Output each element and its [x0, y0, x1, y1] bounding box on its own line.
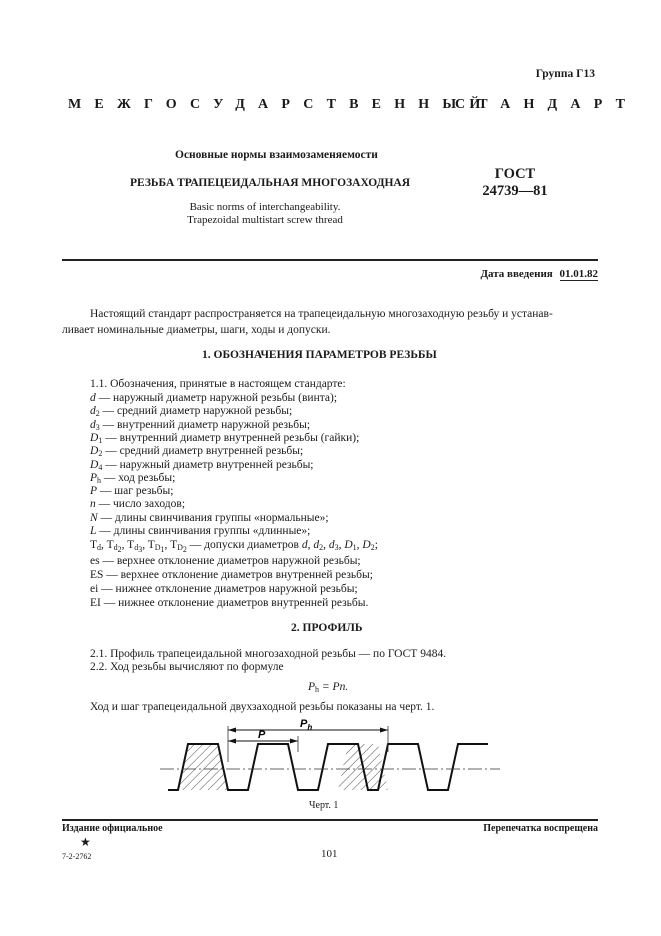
page-number: 101 — [321, 848, 338, 860]
notation-item — [90, 405, 292, 417]
figure-intro: Ход и шаг трапецеидальной двухзаходной резьбы показаны на черт. 1. — [90, 701, 435, 713]
notation-item — [90, 472, 175, 484]
notation-item — [90, 512, 329, 524]
english-title-line2: Trapezoidal multistart screw thread — [187, 214, 343, 226]
lead-label-sub: h — [307, 723, 313, 732]
gost-label: ГОСТ — [494, 166, 536, 182]
official-edition: Издание официальное — [62, 823, 163, 834]
notation-item — [90, 498, 185, 510]
notation-text: — наружный диаметр наружной резьбы (винта); — [95, 392, 338, 404]
notation-lead: 1.1. Обозначения, принятые в настоящем стандарте: — [90, 378, 346, 390]
notation-symbol: n — [90, 498, 96, 511]
document-title: РЕЗЬБА ТРАПЕЦЕИДАЛЬНАЯ МНОГОЗАХОДНАЯ — [130, 177, 411, 189]
EI-line: EI — нижнее отклонение диаметров внутренней резьбы. — [90, 597, 369, 609]
date-value: 01.01.82 — [559, 268, 598, 280]
standard-heading: СТАНДАРТ — [455, 97, 639, 112]
notation-text: — шаг резьбы; — [97, 485, 174, 498]
lead-label-main: P — [300, 718, 308, 730]
notation-item — [90, 445, 303, 457]
lead-label — [300, 718, 312, 732]
notation-symbol: D — [90, 458, 99, 471]
notation-symbol: D — [90, 431, 99, 444]
notation-symbol: P — [90, 485, 98, 498]
lead-paragraph: 2.2. Ход резьбы вычисляют по формуле — [90, 661, 284, 673]
notation-symbol: d — [90, 405, 96, 418]
section-1-heading: 1. ОБОЗНАЧЕНИЯ ПАРАМЕТРОВ РЕЗЬБЫ — [202, 349, 437, 361]
intro-line-2: ливает номинальные диаметры, шаги, ходы и допуски. — [62, 324, 331, 336]
notation-item — [90, 485, 173, 497]
notation-subscript: 4 — [98, 462, 103, 472]
gost-designation — [480, 166, 550, 200]
notation-item — [90, 392, 337, 404]
notation-symbol: L — [90, 525, 97, 537]
notation-text: — внутренний диаметр наружной резьбы; — [99, 418, 311, 431]
subtitle: Основные нормы взаимозаменяемости — [175, 149, 378, 161]
notation-item — [90, 432, 359, 444]
tolerance-text: — допуски диаметров — [186, 539, 302, 551]
reprint-notice: Перепечатка воспрещена — [483, 823, 598, 834]
notation-text: — длины свинчивания группы «длинные»; — [96, 525, 311, 537]
notation-text: — внутренний диаметр внутренней резьбы (гайки); — [102, 431, 360, 444]
notation-text: — длины свинчивания группы «нормальные»; — [97, 511, 329, 524]
date-label: Дата введения — [480, 268, 553, 280]
formula: $P_h = Pn$. — [308, 681, 349, 694]
notation-text: — ход резьбы; — [101, 471, 176, 484]
figure-caption: Черт. 1 — [309, 800, 339, 811]
pitch-arrow-left — [228, 739, 236, 744]
notation-subscript: 1 — [98, 435, 103, 445]
es-line: es — верхнее отклонение диаметров наружной резьбы; — [90, 555, 361, 567]
header-divider — [62, 259, 598, 261]
gost-number: 24739—81 — [482, 183, 548, 199]
tolerance-line: $T_d$, $T_{d_2}$, $T_{d_3}$, $T_{D_1}$, $T_{D_2}$ — допуски диаметров d, $d_2$, $d_3$, $D_1$, $D_2$; — [90, 539, 378, 554]
lead-arrow-right — [380, 728, 388, 733]
notation-text: — наружный диаметр внутренней резьбы; — [102, 458, 314, 471]
english-title-line1: Basic norms of interchangeability. — [189, 201, 341, 213]
notation-subscript: 3 — [95, 422, 100, 432]
formula-rhs: = Pn. — [321, 681, 349, 693]
star-icon: ★ — [80, 835, 91, 849]
lead-arrow-left — [228, 728, 236, 733]
notation-subscript: h — [97, 475, 102, 485]
group-code: Группа Г13 — [535, 68, 595, 80]
notation-text: — средний диаметр наружной резьбы; — [99, 405, 293, 418]
notation-subscript: 2 — [98, 449, 103, 459]
notation-subscript: 2 — [95, 409, 100, 419]
interstate-heading: МЕЖГОСУДАРСТВЕННЫЙ — [68, 97, 494, 112]
notation-symbol: d — [90, 392, 96, 404]
ES-line: ES — верхнее отклонение диаметров внутренней резьбы; — [90, 569, 373, 581]
footer-divider — [62, 819, 598, 821]
notation-item — [90, 459, 314, 471]
thread-profile-figure — [150, 712, 510, 812]
notation-symbol: D — [90, 445, 99, 458]
introduction-date — [480, 268, 598, 280]
notation-text: — число заходов; — [95, 498, 186, 511]
ei-line: ei — нижнее отклонение диаметров наружной резьбы; — [90, 583, 358, 595]
notation-item — [90, 419, 310, 431]
pitch-label: P — [258, 729, 266, 741]
notation-symbol: N — [90, 511, 98, 524]
notation-symbol: P — [90, 471, 98, 484]
notation-text: — средний диаметр внутренней резьбы; — [102, 445, 304, 458]
section-2-heading: 2. ПРОФИЛЬ — [291, 622, 363, 634]
print-code: 7-2-2762 — [62, 852, 92, 861]
pitch-arrow-right — [290, 739, 298, 744]
english-title — [175, 201, 355, 227]
notation-item — [90, 525, 310, 537]
notation-symbol: d — [90, 418, 96, 431]
profile-paragraph: 2.1. Профиль трапецеидальной многозаходной резьбы — по ГОСТ 9484. — [90, 648, 447, 660]
intro-line-1: Настоящий стандарт распространяется на трапецеидальную многозаходную резьбу и устанав- — [90, 308, 553, 320]
